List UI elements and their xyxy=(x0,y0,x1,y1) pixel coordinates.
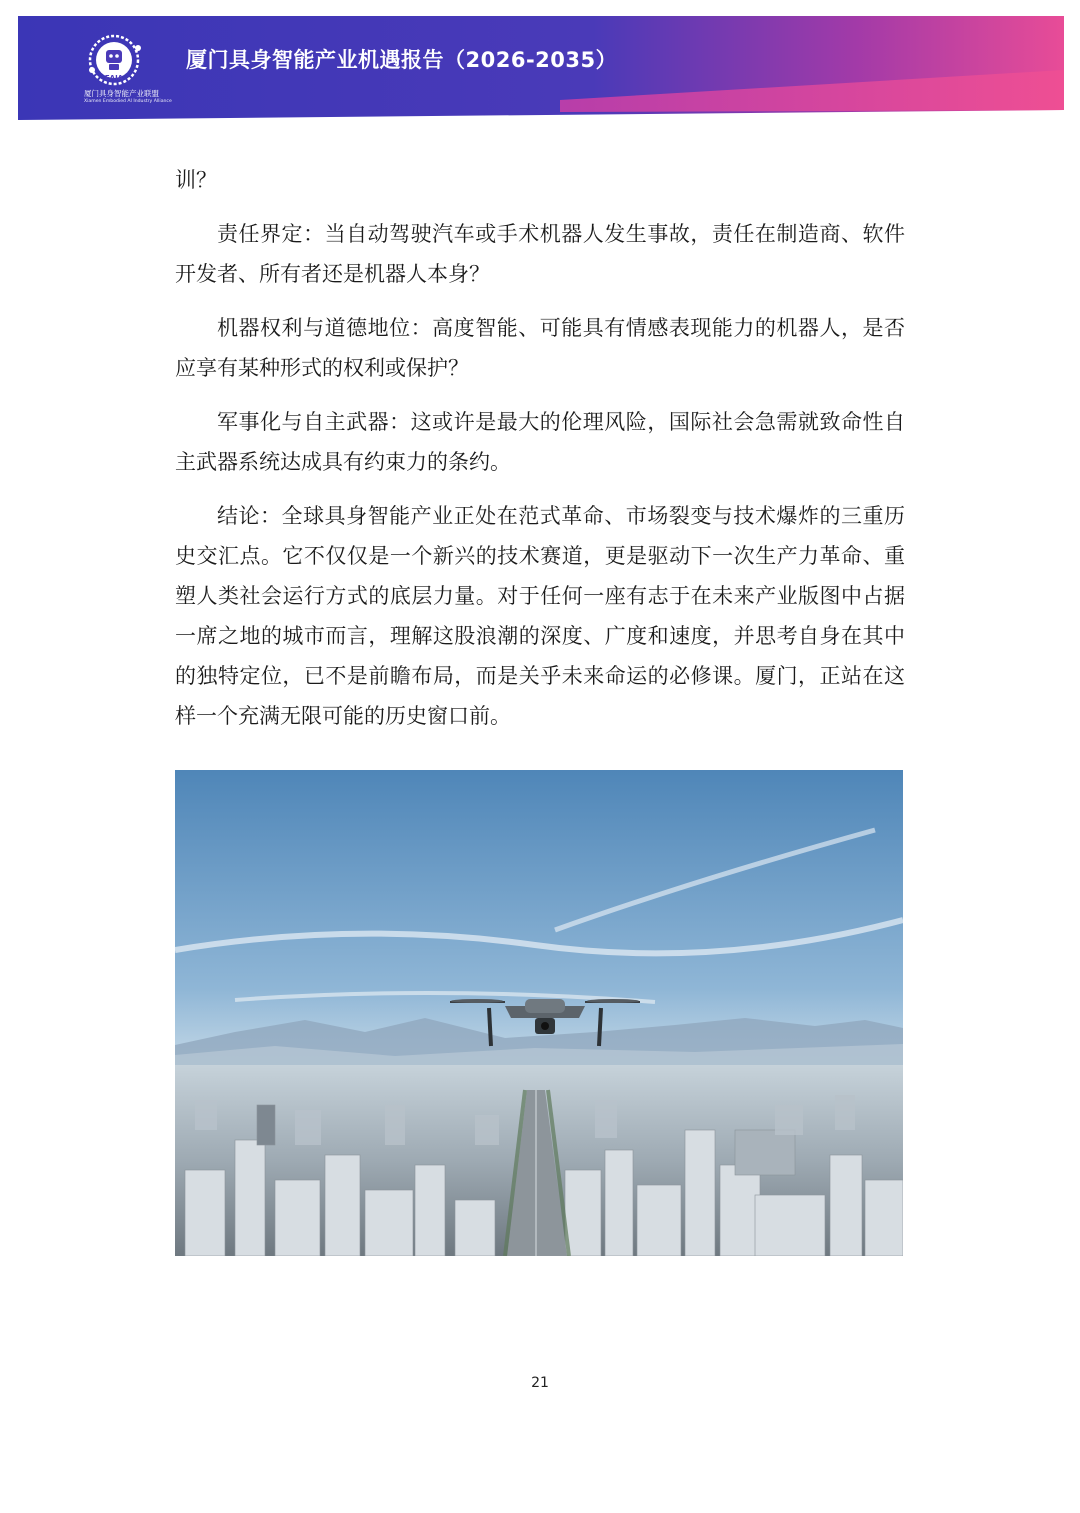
header-banner xyxy=(0,0,1080,125)
paragraph-liability: 责任界定：当自动驾驶汽车或手术机器人发生事故，责任在制造商、软件开发者、所有者还是机器人本身？ xyxy=(175,222,905,286)
drone-over-city-photo xyxy=(175,770,903,1256)
logo-caption-en: Xiamen Embodied AI Industry Alliance xyxy=(84,99,172,104)
report-title: 厦门具身智能产业机遇报告（2026-2035） xyxy=(186,48,618,72)
page-number: 21 xyxy=(531,1375,549,1391)
body-text xyxy=(175,160,905,750)
robot-head-icon xyxy=(106,50,122,63)
paragraph-autonomous-weapons: 军事化与自主武器：这或许是最大的伦理风险，国际社会急需就致命性自主武器系统达成具有约束力的条约。 xyxy=(175,410,905,474)
paragraph-conclusion: 结论：全球具身智能产业正处在范式革命、市场裂变与技术爆炸的三重历史交汇点。它不仅仅是一个新兴的技术赛道，更是驱动下一次生产力革命、重塑人类社会运行方式的底层力量。对于任何一座有志于在未来产业版图中占据一席之地的城市而言，理解这股浪潮的深度、广度和速度，并思考自身在其中的独特定位，已不是前瞻布局，而是关乎未来命运的必修课。厦门，正站在这样一个充满无限可能的历史窗口前。 xyxy=(175,504,905,728)
paragraph-robot-rights: 机器权利与道德地位：高度智能、可能具有情感表现能力的机器人，是否应享有某种形式的权利或保护？ xyxy=(175,316,905,380)
logo-caption-cn: 厦门具身智能产业联盟 xyxy=(84,89,159,98)
logo-caption xyxy=(84,90,180,106)
svg-text:EAIA: EAIA xyxy=(104,74,124,82)
paragraph-continued: 训？ xyxy=(175,168,217,192)
